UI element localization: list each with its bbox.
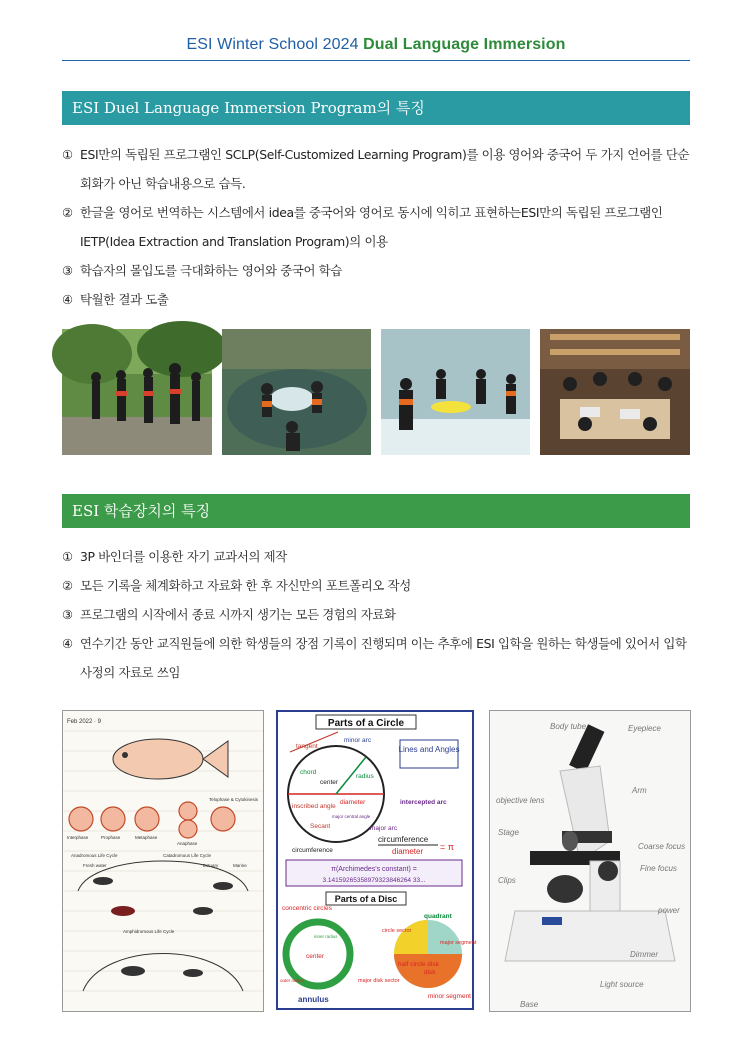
section1-list	[62, 140, 690, 314]
disc-label: circle sector	[382, 928, 412, 934]
disc-label: outer radius	[280, 978, 304, 983]
pi-digits: 3.14159265358979323846264 33...	[322, 877, 426, 884]
list-text: 한글을 영어로 번역하는 시스템에서 idea를 중국어와 영어로 동시에 익히고 표현하는ESI만의 독립된 프로그램인 IETP(Idea Extraction and Translation Program)의 이용	[80, 205, 663, 249]
microscope-label: Stage	[498, 828, 519, 837]
circle-label: intercepted arc	[400, 799, 447, 806]
circle-title: Parts of a Circle	[327, 718, 405, 729]
list-text: ESI만의 독립된 프로그램인 SCLP(Self-Customized Learning Program)를 이용 영어와 중국어 두 가지 언어를 단순회화가 아닌 학습내용으로 습득.	[80, 147, 690, 191]
list-number: ④	[62, 636, 73, 651]
photo-classroom	[540, 329, 690, 455]
list-text: 연수기간 동안 교직원들에 의한 학생들의 장점 기록이 진행되며 이는 추후에 ESI 입학을 원하는 학생들에 있어서 입학사정의 자료로 쓰임	[80, 636, 687, 680]
pi-eq: = π	[440, 842, 454, 852]
list-number: ③	[62, 607, 73, 622]
disc-label: major segment	[440, 940, 477, 946]
list-text: 3P 바인더를 이용한 자기 교과서의 제작	[80, 549, 287, 564]
list-number: ④	[62, 292, 73, 307]
disc-label: inner radius	[314, 934, 338, 939]
photo-hiking	[62, 329, 212, 455]
fish-label: Fresh water	[83, 863, 107, 868]
header-title-blue: ESI Winter School 2024	[186, 36, 359, 53]
microscope-label: Base	[520, 1000, 539, 1009]
fish-label: Telophase & Cytokinesis	[209, 797, 259, 802]
fish-label: Amphidromous Life Cycle	[123, 929, 175, 934]
circle-label: Secant	[310, 823, 331, 830]
circle-label: inscribed angle	[292, 803, 336, 810]
microscope-label: objective lens	[496, 796, 545, 805]
section1-banner: ESI Duel Language Immersion Program의 특징	[62, 91, 690, 125]
list-item	[62, 256, 690, 285]
circle-label: tangent	[296, 743, 318, 750]
circle-label: chord	[300, 769, 317, 776]
fish-label: Metaphase	[135, 835, 158, 840]
fish-label: Catadromous Life Cycle	[163, 853, 212, 858]
circle-label: radius	[356, 773, 374, 780]
fish-label: Anadromous Life Cycle	[71, 853, 118, 858]
disc-label: concentric circles	[282, 905, 332, 912]
microscope-image	[489, 710, 691, 1012]
circle-label: diameter	[340, 799, 366, 806]
microscope-label: Light source	[600, 980, 644, 989]
list-number: ①	[62, 147, 73, 162]
list-item	[62, 285, 690, 314]
fish-label: Interphase	[67, 835, 89, 840]
list-text: 프로그램의 시작에서 종료 시까지 생기는 모든 경험의 자료화	[80, 607, 396, 622]
section2-list	[62, 542, 690, 687]
list-number: ③	[62, 263, 73, 278]
microscope-label: power	[658, 906, 680, 915]
pi-constant-label: π(Archimedes's constant) =	[331, 866, 417, 873]
disc-label: quadrant	[424, 913, 452, 920]
disc-title: Parts of a Disc	[334, 894, 398, 904]
list-item	[62, 198, 690, 256]
circle-label: center	[320, 779, 339, 786]
microscope-label: Fine focus	[640, 864, 677, 873]
disc-label: major disk sector	[358, 978, 400, 984]
microscope-label: Clips	[498, 876, 516, 885]
fish-notes-image	[62, 710, 264, 1012]
list-item	[62, 600, 690, 629]
list-text: 모든 기록을 체계화하고 자료화 한 후 자신만의 포트폴리오 작성	[80, 578, 411, 593]
list-text: 학습자의 몰입도를 극대화하는 영어와 중국어 학습	[80, 263, 342, 278]
pi-fraction-top: circumference	[378, 835, 429, 844]
circle-label: major central angle	[332, 814, 371, 819]
circle-label: minor arc	[344, 737, 372, 744]
header-divider	[62, 60, 690, 61]
list-number: ②	[62, 205, 73, 220]
list-item	[62, 629, 690, 687]
list-number: ①	[62, 549, 73, 564]
lines-angles: Lines and Angles	[398, 745, 460, 754]
pi-fraction-bottom: diameter	[392, 847, 424, 856]
microscope-label: Body tube	[550, 722, 587, 731]
section2-banner: ESI 학습장치의 특징	[62, 494, 690, 528]
list-item	[62, 140, 690, 198]
circle-label: circumference	[292, 847, 333, 854]
disc-label: half circle disk	[398, 961, 439, 968]
microscope-label: Coarse focus	[638, 842, 686, 851]
fish-label: Marine	[233, 863, 247, 868]
fish-label: Estuary	[203, 863, 219, 868]
photo-water-play	[381, 329, 530, 455]
fish-label: Prophase	[101, 835, 121, 840]
list-number: ②	[62, 578, 73, 593]
fish-label: Anaphase	[177, 841, 198, 846]
fish-date: Feb 2022 · 9	[67, 719, 102, 725]
microscope-label: Dimmer	[630, 950, 658, 959]
disc-label: minor segment	[428, 993, 471, 1000]
list-item	[62, 542, 690, 571]
microscope-label: Arm	[632, 786, 647, 795]
disc-label: center	[306, 953, 325, 960]
disc-label: annulus	[298, 995, 329, 1004]
photo-stream	[222, 329, 371, 455]
microscope-label: Eyepiece	[628, 724, 661, 733]
circle-poster-image	[276, 710, 477, 1010]
list-item	[62, 571, 690, 600]
circle-label: major arc	[370, 825, 398, 832]
header-title-green: Dual Language Immersion	[363, 36, 566, 53]
list-text: 탁월한 결과 도출	[80, 292, 169, 307]
disc-label: disk	[424, 969, 436, 976]
page-header	[0, 36, 752, 54]
